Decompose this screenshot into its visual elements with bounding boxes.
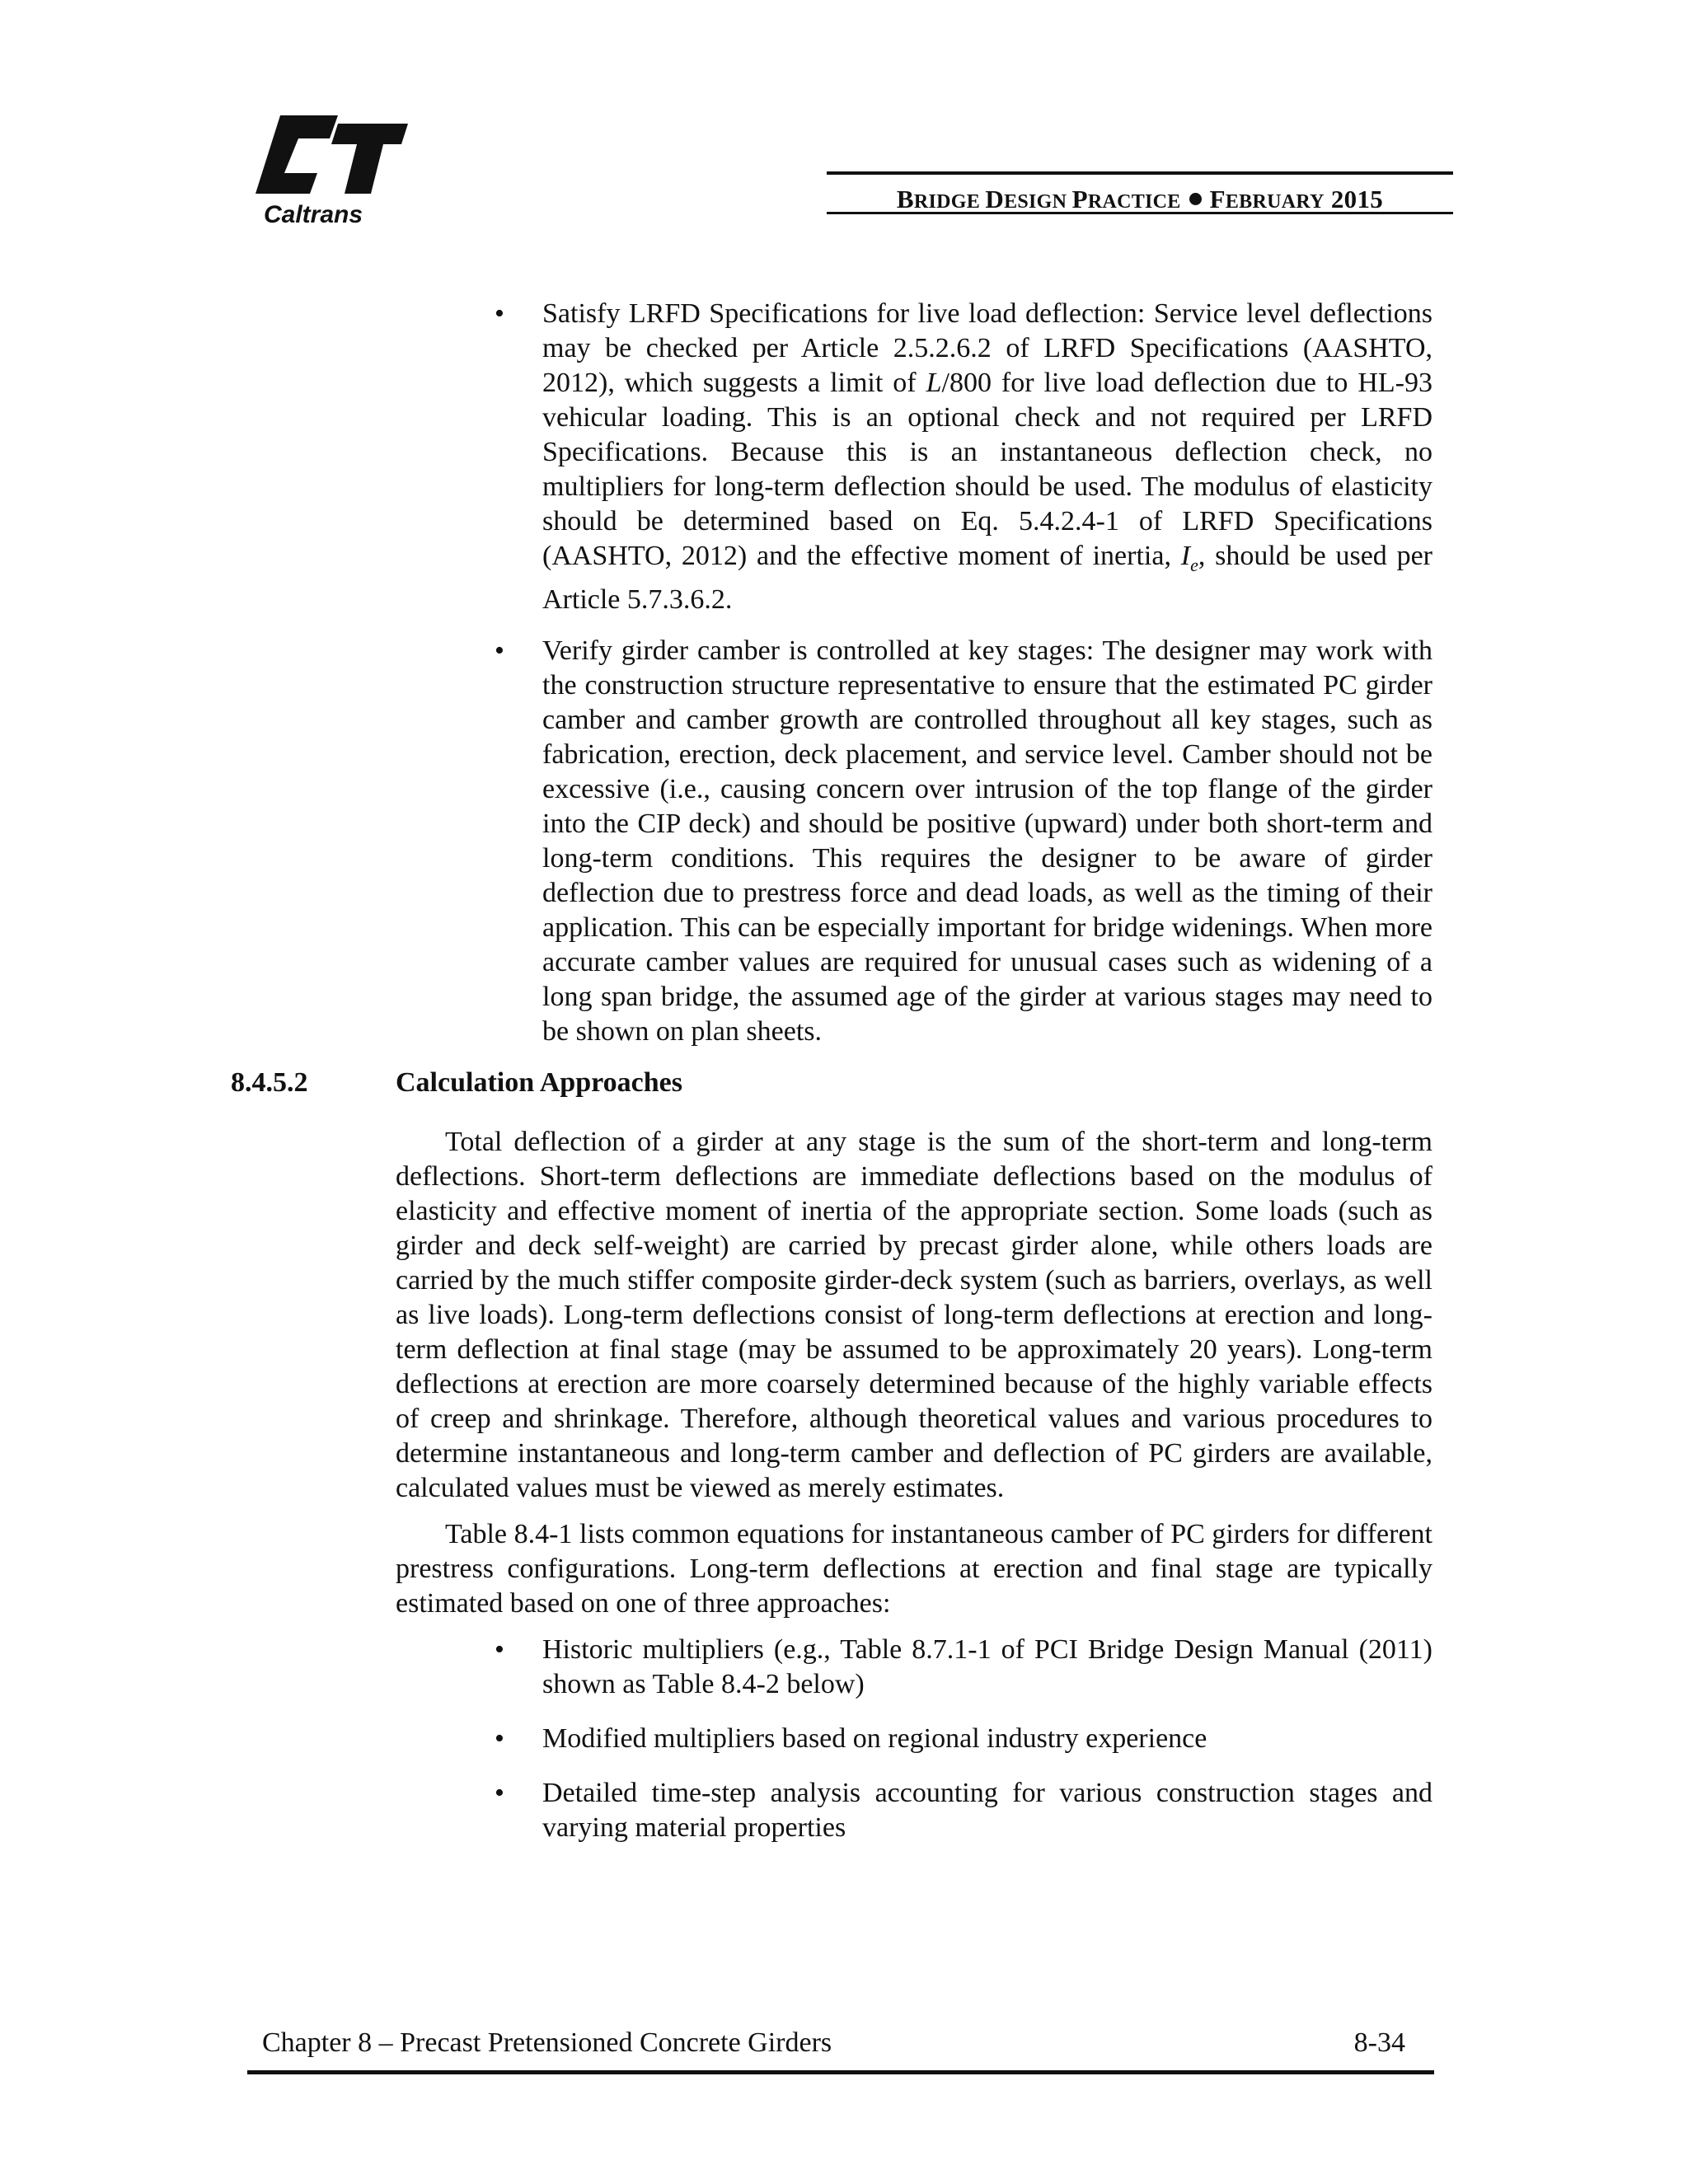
paragraph: Table 8.4-1 lists common equations for instantaneous camber of PC girders for different prestress configurations. Long-term deflections at erection and final stage are typically estimated based on one of three approaches: <box>396 1518 1432 1619</box>
list-item: • Historic multipliers (e.g., Table 8.7.1-1 of PCI Bridge Design Manual (2011) shown as Table 8.4-2 below) <box>495 1633 1432 1699</box>
requirements-list <box>396 297 1432 1049</box>
header-bullet-dot <box>1189 193 1202 205</box>
page-number: 8-34 <box>1353 2027 1405 2058</box>
bullet-icon: • <box>495 635 504 666</box>
logo-wordmark: Caltrans <box>264 201 363 228</box>
approaches-list <box>396 1633 1432 1845</box>
section-number: 8.4.5.2 <box>231 1066 308 1098</box>
bullet-icon: • <box>495 1777 504 1808</box>
list-item: • Modified multipliers based on regional industry experience <box>396 1722 1432 1756</box>
caltrans-logo-icon <box>247 107 420 231</box>
section-title: Calculation Approaches <box>396 1066 682 1098</box>
chapter-title: Chapter 8 – Precast Pretensioned Concrete Girders <box>262 2027 832 2058</box>
document-header: BRIDGE DESIGN PRACTICE FEBRUARY 2015 <box>827 171 1453 214</box>
list-item: • Detailed time-step analysis accounting for various construction stages and varying material properties <box>495 1777 1432 1843</box>
page-footer <box>247 2027 1434 2074</box>
bullet-icon: • <box>495 1722 504 1754</box>
section-heading <box>231 1066 1432 1100</box>
bullet-icon: • <box>495 1633 504 1665</box>
paragraph: Total deflection of a girder at any stage is the sum of the short-term and long-term deflections. Short-term deflections are immediate deflections based on the modulus of elasticity and effective moment of inertia of the appropriate section. Some loads (such as girder and deck self-weight) are carried by precast girder alone, while others loads are carried by the much stiffer composite girder-deck system (such as barriers, overlays, as well as live loads). Long-term deflections consist of long-term deflections at erection and long-term deflection at final stage (may be assumed to be approximately 20 years). Long-term deflections at erection are more coarsely determined because of the highly variable effects of creep and shrinkage. Therefore, although theoretical values and various procedures to determine instantaneous and long-term camber and deflection of PC girders are available, calculated values must be viewed as merely estimates. <box>396 1126 1432 1503</box>
list-item: • Satisfy LRFD Specifications for live load deflection: Service level deflections may be checked per Article 2.5.2.6.2 of LRFD Specifications (AASHTO, 2012), which suggests a limit of L/800 for live load deflection due to HL-93 vehicular loading. This is an optional check and not required per LRFD Specifications. Because this is an instantaneous deflection check, no multipliers for long-term deflection should be used. The modulus of elasticity should be determined based on Eq. 5.4.2.4-1 of LRFD Specifications (AASHTO, 2012) and the effective moment of inertia, $I_e$, should be used per Article 5.7.3.6.2. <box>495 298 1432 615</box>
bullet-icon: • <box>495 298 504 329</box>
list-item: • Verify girder camber is controlled at key stages: The designer may work with the construction structure representative to ensure that the estimated PC girder camber and camber growth are controlled throughout all key stages, such as fabrication, erection, deck placement, and service level. Camber should not be excessive (i.e., causing concern over intrusion of the top flange of the girder into the CIP deck) and should be positive (upward) under both short-term and long-term conditions. This requires the designer to be aware of girder deflection due to prestress force and dead loads, as well as the timing of their application. This can be especially important for bridge widenings. When more accurate camber values are required for unusual cases such as widening of a long span bridge, the assumed age of the girder at various stages may need to be shown on plan sheets. <box>495 635 1432 1047</box>
caltrans-logo <box>247 107 420 231</box>
page-body <box>231 297 1432 1865</box>
